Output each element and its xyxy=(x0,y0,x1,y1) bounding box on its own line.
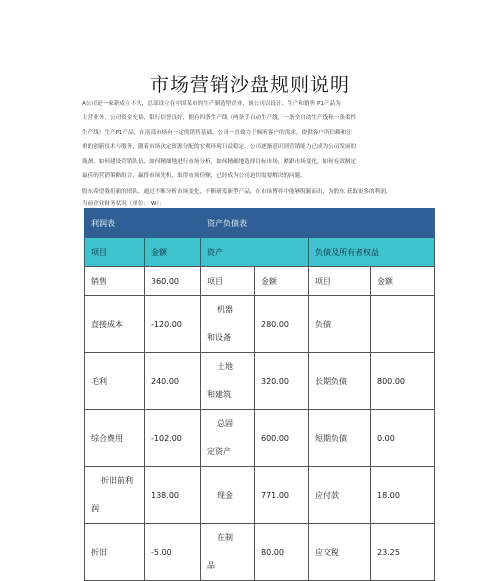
cell-item: 折旧 xyxy=(85,524,145,581)
intro-line: 瓶颈，如何建设营销队伍，如何精细地进行市场分析，如何精确地选择目标市场，紧跟市场变化，如何有效制定 xyxy=(82,158,357,165)
table-row xyxy=(85,467,435,524)
intro-line: 最佳的营销策略组合，赢得市场先机，取得市场份额，已经成为公司迫切需要解决的问题。 xyxy=(82,173,306,180)
cell-amount: 360.00 xyxy=(145,267,201,296)
cell-asset-amount: 80.00 xyxy=(255,524,309,581)
asset-line: 品 xyxy=(207,561,215,570)
cell-liability: 应付款 xyxy=(309,467,371,524)
table-subheader-row xyxy=(85,238,435,267)
cell-asset xyxy=(201,353,255,410)
cell-subheader: 项目 xyxy=(201,267,255,296)
intro-line: 重的创新技术与服务，随着市场决定资源分配的宏观环境日益稳定，公司逐渐意识到营销能力已成为公司发展的 xyxy=(82,144,357,151)
cell-liability-amount: 23.25 xyxy=(371,524,435,581)
cell-subheader: 项目 xyxy=(309,267,371,296)
cell-liability: 应交税 xyxy=(309,524,371,581)
cell-amount: 138.00 xyxy=(145,467,201,524)
table-row xyxy=(85,524,435,581)
header-item: 项目 xyxy=(85,238,145,267)
cell-asset-amount: 600.00 xyxy=(255,410,309,467)
item-line: 润 xyxy=(91,504,99,513)
cell-liability: 负债 xyxy=(309,296,371,353)
cell-amount: 240.00 xyxy=(145,353,201,410)
cell-liability-amount: 18.00 xyxy=(371,467,435,524)
page-title: 市场营销沙盘规则说明 xyxy=(149,74,350,96)
cell-amount: -120.00 xyxy=(145,296,201,353)
cell-liability: 长期负债 xyxy=(309,353,371,410)
balance-sheet-header: 资产负债表 xyxy=(201,209,435,238)
header-amount: 金额 xyxy=(145,238,201,267)
cell-liability-amount: 800.00 xyxy=(371,353,435,410)
table-row xyxy=(85,410,435,467)
cell-asset xyxy=(201,410,255,467)
intro-line: 主营业务，公司资金充裕，银行信誉良好，拥有四条生产线（两条手自动生产线，一条全自动生产线和一条柔性 xyxy=(82,115,357,122)
item-line: 折旧前利 xyxy=(101,476,133,485)
table-header-row xyxy=(85,209,435,238)
cell-asset-amount: 320.00 xyxy=(255,353,309,410)
header-assets: 资产 xyxy=(201,238,309,267)
cell-amount: -5.00 xyxy=(145,524,201,581)
asset-line: 和建筑 xyxy=(207,390,231,399)
cell-asset: 现金 xyxy=(201,467,255,524)
cell-item: 销售 xyxy=(85,267,145,296)
cell-item: 毛利 xyxy=(85,353,145,410)
goal-paragraph: 股东希望我们新的团队，通过不断分析市场变化，不断研发新型产品，在市场博弈中能够脱颖而出，为股东 获取更多的利润， xyxy=(82,189,392,195)
financial-status-note: 当前企业财务状况（单位： W）： xyxy=(82,201,165,207)
cell-liability-amount: 0.00 xyxy=(371,410,435,467)
cell-subheader: 金额 xyxy=(371,267,435,296)
asset-line: 在制 xyxy=(217,533,233,542)
asset-line: 总固 xyxy=(217,419,233,428)
asset-line: 定资产 xyxy=(207,447,231,456)
cell-liability-amount xyxy=(371,296,435,353)
table-row xyxy=(85,296,435,353)
cell-asset-amount: 771.00 xyxy=(255,467,309,524)
header-liabilities: 负债及所有者权益 xyxy=(309,238,435,267)
cell-amount: -102.00 xyxy=(145,410,201,467)
cell-subheader: 金额 xyxy=(255,267,309,296)
cell-item: 直接成本 xyxy=(85,296,145,353)
financial-table xyxy=(84,208,435,581)
asset-line: 土地 xyxy=(217,362,233,371)
cell-item: 综合费用 xyxy=(85,410,145,467)
intro-line: 生产线）生产P1产品，在南部市场有一定的销售基础，公司一直致力于倾听客户的需求，提供客户所信赖和注 xyxy=(82,129,352,136)
intro-paragraph xyxy=(82,97,444,183)
intro-line: A公司是一家新成立不久，总部设立在中国某市的生产制造型企业，该公司以设计、生产和销售 P1产品为 xyxy=(82,101,341,107)
cell-liability: 短期负债 xyxy=(309,410,371,467)
income-statement-header: 利润表 xyxy=(85,209,201,238)
asset-line: 机器 xyxy=(217,305,233,314)
table-row xyxy=(85,267,435,296)
cell-item xyxy=(85,467,145,524)
cell-asset xyxy=(201,524,255,581)
asset-line: 和设备 xyxy=(207,333,231,342)
cell-asset-amount: 280.00 xyxy=(255,296,309,353)
table-row xyxy=(85,353,435,410)
cell-asset xyxy=(201,296,255,353)
